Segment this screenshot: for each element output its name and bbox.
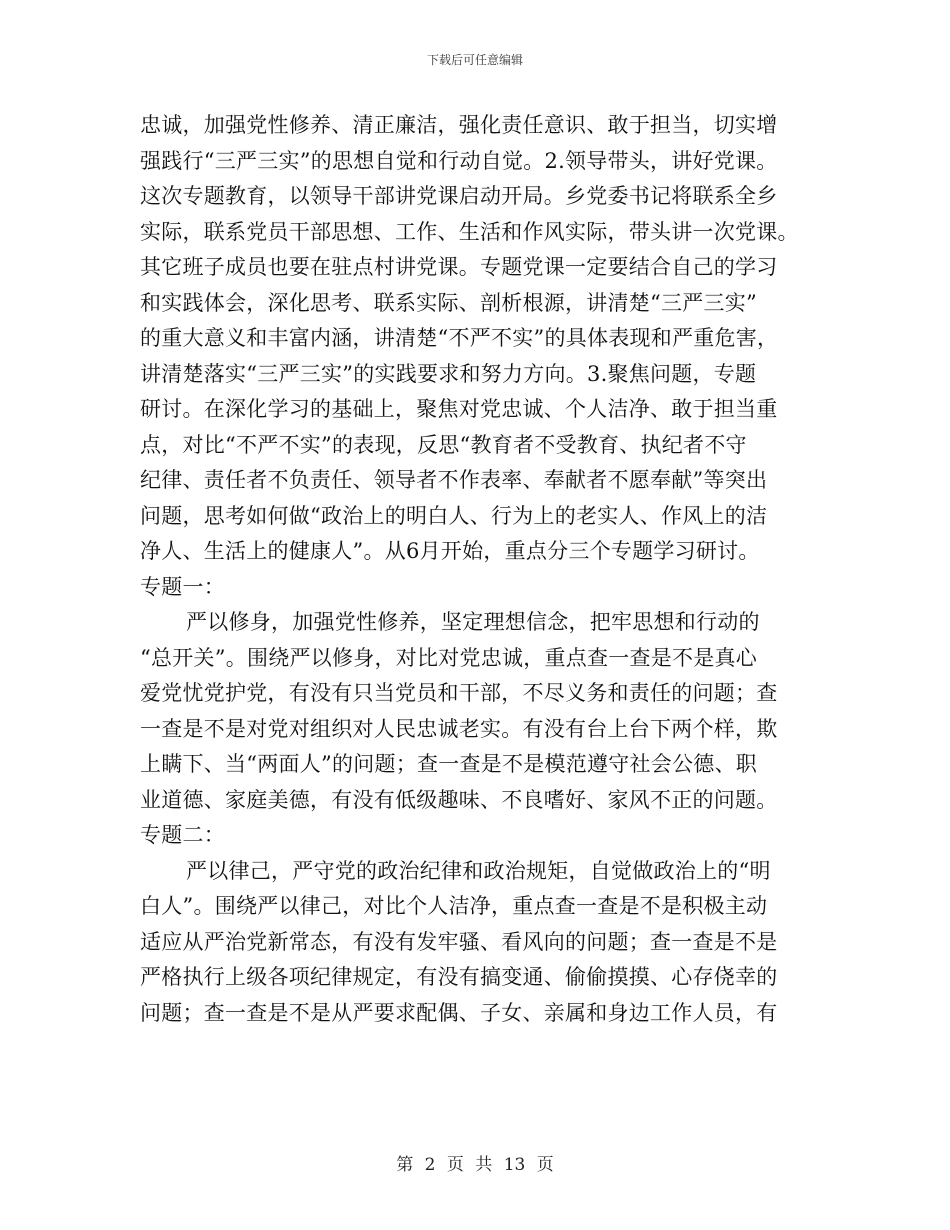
text-line: 和实践体会，深化思考、联系实际、剖析根源，讲清楚“三严三实”: [140, 290, 757, 315]
page-number-footer: 第 2 页 共 13 页: [396, 1155, 554, 1175]
text-line: 忠诚，加强党性修养、清正廉洁，强化责任意识、敢于担当，切实增: [140, 113, 778, 137]
text-line: 纪律、责任者不负责任、领导者不作表率、奉献者不愿奉献”等突出: [140, 468, 768, 492]
text-line: 这次专题教育，以领导干部讲党课启动开局。乡党委书记将联系全乡: [140, 184, 778, 208]
text-line: 强践行“三严三实”的思想自觉和行动自觉。2.领导带头，讲好党课。: [140, 148, 778, 173]
text-line: 其它班子成员也要在驻点村讲党课。专题党课一定要结合自己的学习: [140, 255, 778, 279]
text-line: 的重大意义和丰富内涵，讲清楚“不严不实”的具体表现和严重危害，: [140, 326, 779, 350]
text-line: 净人、生活上的健康人”。从6月开始，重点分三个专题学习研讨。: [140, 539, 760, 563]
text-line: 专题一：: [140, 574, 225, 599]
text-line: 研讨。在深化学习的基础上，聚焦对党忠诚、个人洁净、敢于担当重: [140, 397, 778, 421]
text-line: 严格执行上级各项纪律规定，有没有搞变通、偷偷摸摸、心存侥幸的: [140, 965, 778, 989]
text-line: 严以律己，严守党的政治纪律和政治规矩，自觉做政治上的“明: [186, 858, 771, 883]
text-line: 业道德、家庭美德，有没有低级趣味、不良嗜好、家风不正的问题。: [140, 787, 778, 812]
text-line: 问题；查一查是不是从严要求配偶、子女、亲属和身边工作人员，有: [140, 1000, 778, 1025]
text-line: 白人”。围绕严以律己，对比个人洁净，重点查一查是不是积极主动: [140, 894, 768, 918]
text-line: 爱党忧党护党，有没有只当党员和干部，不尽义务和责任的问题；查: [140, 681, 778, 705]
text-line: 适应从严治党新常态，有没有发牢骚、看风向的问题；查一查是不是: [140, 929, 778, 954]
document-body: [140, 108, 820, 1031]
text-line: 上瞒下、当“两面人”的问题；查一查是不是模范遵守社会公德、职: [140, 752, 757, 776]
text-line: 点，对比“不严不实”的表现，反思“教育者不受教育、执纪者不守: [140, 432, 747, 457]
text-line: 问题，思考如何做“政治上的明白人、行为上的老实人、作风上的洁: [140, 503, 768, 528]
text-line: “总开关”。围绕严以修身，对比对党忠诚，重点查一查是不是真心: [140, 645, 757, 670]
text-line: 一查是不是对党对组织对人民忠诚老实。有没有台上台下两个样，欺: [140, 716, 778, 741]
page-header: 下载后可任意编辑: [426, 53, 523, 67]
text-line: 实际，联系党员干部思想、工作、生活和作风实际，带头讲一次党课。: [140, 219, 799, 244]
text-line: 专题二：: [140, 823, 225, 847]
text-line: 严以修身，加强党性修养，坚定理想信念，把牢思想和行动的: [186, 610, 760, 634]
text-line: 讲清楚落实“三严三实”的实践要求和努力方向。3.聚焦问题，专题: [140, 361, 757, 386]
